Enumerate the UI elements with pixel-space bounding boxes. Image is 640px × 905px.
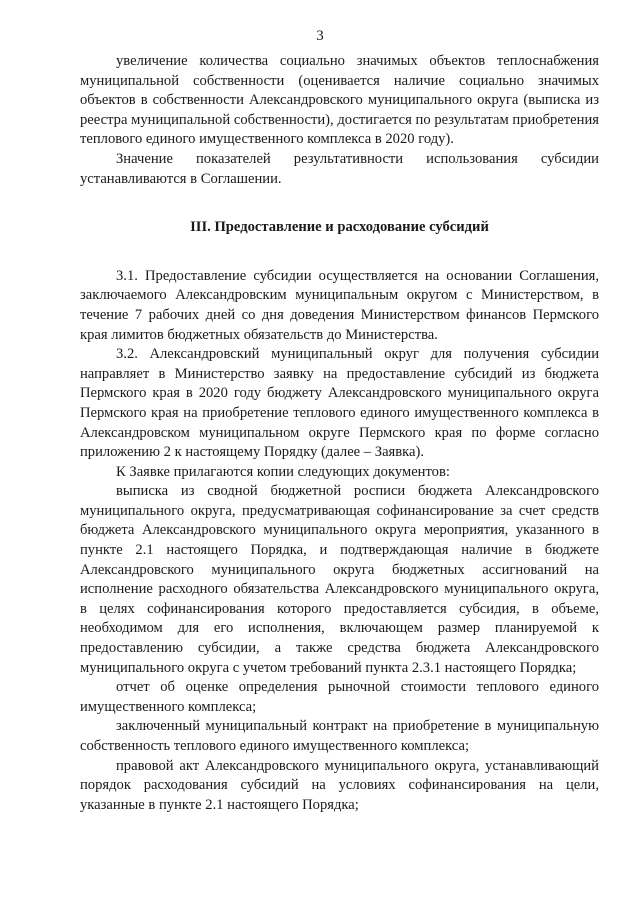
list-item-legal-act: правовой акт Александровского муниципального округа, устанавливающий порядок расходования субсидий на условиях софинансирования на цели, указанные в пункте 2.1 настоящего Порядка; xyxy=(80,757,599,813)
list-item-municipal-contract: заключенный муниципальный контракт на приобретение в муниципальную собственность теплового единого имущественного комплекса; xyxy=(80,718,599,754)
page-number: 3 xyxy=(316,28,324,44)
paragraph-heat-supply-objects: увеличение количества социально значимых объектов теплоснабжения муниципальной собственности (оценивается наличие социально значимых объектов в собственности Александровского муниципального округа (выписка из реестра муниципальной собственности), достигается по результатам приобретения теплового единого имущественного комплекса в 2020 году). xyxy=(80,53,599,148)
paragraph-3-2: 3.2. Александровский муниципальный округ для получения субсидии направляет в Министерство заявку на предоставление субсидий из бюджета Пермского края в 2020 году бюджету Александровского муниципального округа Пермского края на приобретение теплового единого имущественного комплекса в Александровском муниципальном округе Пермского края по форме согласно приложению 2 к настоящему Порядку (далее – Заявка). xyxy=(80,346,599,461)
list-item-valuation-report: отчет об оценке определения рыночной стоимости теплового единого имущественного комплекса; xyxy=(80,679,599,715)
list-item-budget-extract: выписка из сводной бюджетной росписи бюджета Александровского муниципального округа, предусматривающая софинансирование за счет средств бюджета Александровского муниципального округа мероприятия, указанного в пункте 2.1 настоящего Порядка, и подтверждающая наличие в бюджете Александровского муниципального округа бюджетных ассигнований на исполнение расходного обязательства Александровского муниципального округа, в целях софинансирования которого предоставляется субсидия, в объеме, необходимом для его исполнения, включающем размер планируемой к предоставлению субсидии, а также средства бюджета Александровского муниципального округа с учетом требований пункта 2.3.1 настоящего Порядка; xyxy=(80,483,599,676)
document-body xyxy=(80,52,599,815)
section-heading: III. Предоставление и расходование субсидий xyxy=(190,219,489,236)
paragraph-indicator-values: Значение показателей результативности использования субсидии устанавливаются в Соглашении. xyxy=(80,150,599,187)
paragraph-attached-documents: К Заявке прилагаются копии следующих документов: xyxy=(116,463,450,480)
spacer xyxy=(80,238,599,267)
paragraph-3-1: 3.1. Предоставление субсидии осуществляется на основании Соглашения, заключаемого Александровским муниципальным округом с Министерством, в течение 7 рабочих дней со дня доведения Министерством финансов Пермского края лимитов бюджетных обязательств до Министерства. xyxy=(80,267,599,343)
spacer xyxy=(80,189,599,218)
